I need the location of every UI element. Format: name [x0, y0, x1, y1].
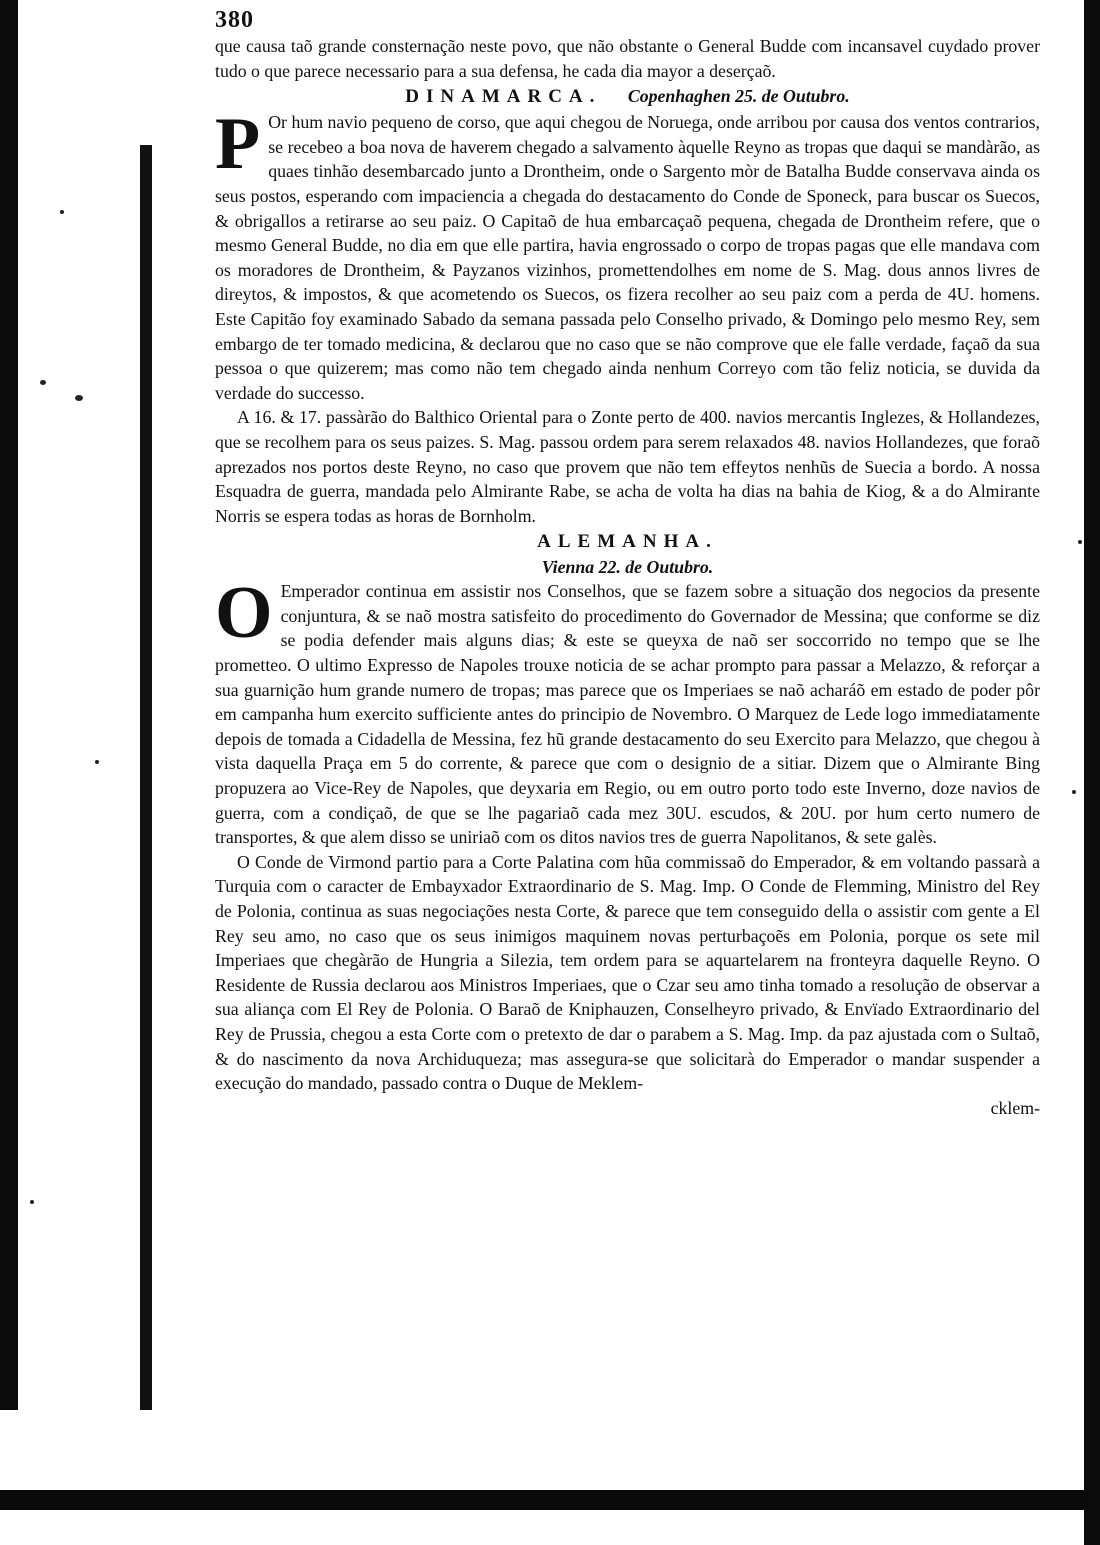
- paragraph-text: Emperador continua em assistir nos Conselhos, que se fazem sobre a situação dos negocios da presente conjuntura, & se naõ mostra satisfeito do procedimento do Governador de Messina; que conforme se diz se podia defender mais alguns dias; & este se queyxa de naõ ser soccorrido no tempo que se lhe prometteo. O ultimo Expresso de Napoles trouxe noticia de se achar prompto para passar a Melazzo, & reforçar a sua guarnição hum grande numero de tropas; mas parece que os Imperiaes se naõ acharáõ em estado de poder pôr em campanha hum exercito sufficiente antes do principio de Novembro. O Marquez de Lede logo immediatamente depois de tomada a Cidadella de Messina, fez hũ grande destacamento do seu Exercito para Melazzo, que chegou à vista daquella Praça em 5 do corrente, & parece que com o designio de a sitiar. Dizem que o Almirante Bing propuzera ao Vice-Rey de Napoles, que deyxaria em Regio, ou em outro porto todo este Inverno, doze navios de guerra, com a condiçaõ, de que se lhe pagariaõ cada mez 30U. escudos, & 20U. por hum certo numero de transportes, & que alem disso se uniriaõ com os ditos navios tres de guerra Napolitanos, & sete galès.: [215, 581, 1040, 848]
- drop-cap: P: [215, 103, 261, 186]
- scan-speck: [75, 395, 83, 401]
- dateline: Copenhaghen 25. de Outubro.: [627, 86, 850, 107]
- alemanha-paragraph-2: O Conde de Virmond partio para a Corte Palatina com hũa commissaõ do Emperador, & em voltando passarà a Turquia com o caracter de Embayxador Extraordinario de S. Mag. Imp. O Conde de Flemming, Ministro del Rey de Polonia, continua as suas negociações nesta Corte, & parece que tem conseguido della o assistir com gente a El Rey seu amo, no caso que os seus inimigos maquinem novas perturbaçoẽs em Polonia, porque os sete mil Imperiaes que chegàrão de Hungria a Silezia, tem ordem para se aquartelarem na fronteyra daquelle Reyno. O Residente de Russia declarou aos Ministros Imperiaes, que o Czar seu amo tinha tomado a resolução de observar a sua aliança com El Rey de Polonia. O Baraõ de Kniphauzen, Conselheyro privado, & Envïado Extraordinario del Rey de Prussia, chegou a esta Corte com o pretexto de dar o parabem a S. Mag. Imp. da paz ajustada com o Sultaõ, & do nascimento da nova Archiduqueza; mas assegura-se que solicitarà do Emperador o mandar suspender a execução do mandado, passado contra o Duque de Meklem-: [215, 851, 1040, 1094]
- scan-bottom-edge: [0, 1490, 1100, 1510]
- country-title: DINAMARCA.: [405, 86, 602, 108]
- section-heading-dinamarca: [215, 83, 1040, 110]
- book-spine-shadow: [140, 145, 152, 1410]
- scan-speck: [95, 760, 99, 764]
- scan-speck: [30, 1200, 34, 1204]
- country-title: ALEMANHA.: [537, 531, 718, 553]
- scan-speck: [40, 380, 46, 385]
- scan-speck: [60, 210, 64, 214]
- dinamarca-paragraph-2: A 16. & 17. passàrão do Balthico Oriental para o Zonte perto de 400. navios mercantis Inglezes, & Hollandezes, que se recolhem para os seus paizes. S. Mag. passou ordem para serem relaxados 48. navios Hollandezes, que foraõ aprezados nos portos deste Reyno, no caso que provem que não tem effeytos nenhũs de Suecia a bordo. A nossa Esquadra de guerra, mandada pelo Almirante Rabe, se acha de volta ha dias na bahia de Kiog, & a do Almirante Norris se espera todas as horas de Bornholm.: [215, 407, 1040, 526]
- scan-speck: [1072, 790, 1076, 794]
- alemanha-paragraph-1: [215, 572, 1040, 850]
- paragraph-text: Or hum navio pequeno de corso, que aqui chegou de Noruega, onde arribou por causa dos ventos contrarios, se recebeo a boa nova de haverem chegado a salvamento àquelle Reyno as tropas que daqui se mandàrão, as quaes tinhão desembarcado junto a Drontheim, onde o Sargento mòr de Batalha Budde conservava ainda os seus postos, esperando com impaciencia a chegada do destacamento do Conde de Sponeck, para buscar os Suecos, & obrigallos a retirarse ao seu paiz. O Capitaõ de hua embarcaçaõ pequena, chegada de Drontheim refere, que o mesmo General Budde, no dia em que elle partira, havia engrossado o corpo de tropas pagas que elle mandava com os moradores de Drontheim, & Payzanos vizinhos, promettendolhes em nome de S. Mag. dous annos livres de direytos, & impostos, & que acometendo os Suecos, os fizera recolher ao seu paiz com a perda de 4U. homens. Este Capitão foy examinado Sabado da semana passada pelo Conselho privado, & Domingo pelo mesmo Rey, sem embargo de ter tomado medicina, & declarou que no caso que se não comprove que ele falle verdade, façaõ da sua pessoa o que quizerem; mas como não tem chegado ainda nenhum Correyo com tão feliz noticia, se duvida da verdade do successo.: [215, 112, 1040, 403]
- gazette-page: [215, 6, 1040, 1120]
- scan-dark-edge: [0, 0, 18, 1410]
- page-number: 380: [215, 7, 254, 33]
- continued-paragraph: que causa taõ grande consternação neste povo, que não obstante o General Budde com incansavel cuydado prover tudo o que parece necessario para a sua defensa, he cada dia mayor a deserçaõ.: [215, 36, 1040, 81]
- section-heading-alemanha: [215, 528, 1040, 555]
- catchword: cklem-: [990, 1097, 1040, 1118]
- scan-border-left: [0, 0, 150, 1545]
- drop-cap: O: [215, 572, 273, 655]
- scan-speck: [1078, 540, 1082, 544]
- dinamarca-paragraph-1: [215, 103, 1040, 405]
- dateline: Vienna 22. de Outubro.: [541, 557, 714, 578]
- scan-border-right: [1084, 0, 1100, 1545]
